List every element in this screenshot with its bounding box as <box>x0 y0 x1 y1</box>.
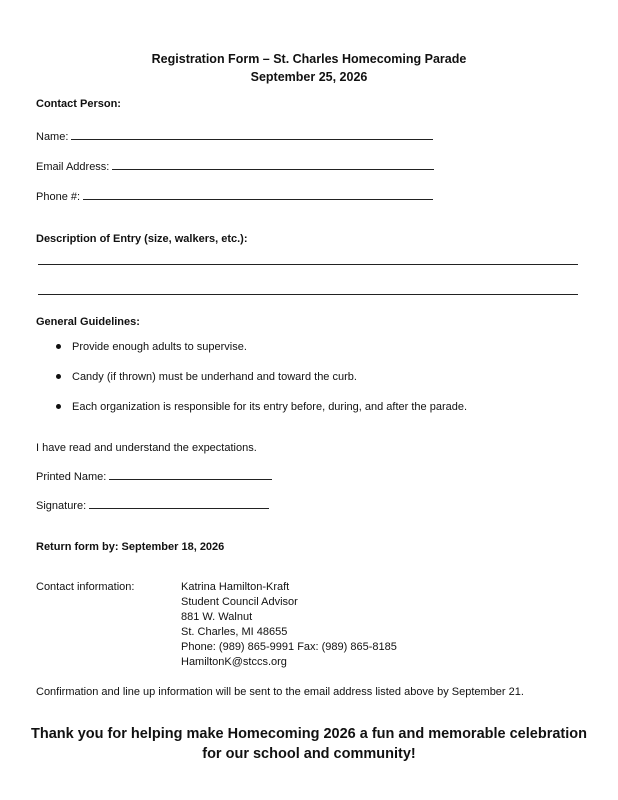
phone-label: Phone #: <box>36 191 81 203</box>
contact-email-link[interactable]: HamiltonK@stccs.org <box>181 656 287 668</box>
bullet-icon <box>56 374 61 379</box>
email-label: Email Address: <box>36 161 110 173</box>
bullet-icon <box>56 404 61 409</box>
form-title: Registration Form – St. Charles Homecoming Parade <box>151 52 467 66</box>
contact-phone-fax: Phone: (989) 865-9991 Fax: (989) 865-8185 <box>181 641 397 653</box>
printed-name-label: Printed Name: <box>36 471 107 483</box>
guideline-item: Each organization is responsible for its entry before, during, and after the parade. <box>72 401 468 413</box>
signature-row <box>36 497 269 513</box>
contact-street: 881 W. Walnut <box>181 611 253 623</box>
parade-date: September 25, 2026 <box>250 70 368 84</box>
contact-title: Student Council Advisor <box>181 596 298 608</box>
guideline-item: Candy (if thrown) must be underhand and toward the curb. <box>72 371 357 383</box>
name-input-line[interactable] <box>71 128 433 140</box>
printed-name-row <box>36 468 272 484</box>
closing-line-1: Thank you for helping make Homecoming 2026 a fun and memorable celebration <box>31 726 587 742</box>
name-label: Name: <box>36 131 69 143</box>
description-heading: Description of Entry (size, walkers, etc.): <box>36 233 248 245</box>
phone-input-line[interactable] <box>83 188 433 200</box>
contact-city: St. Charles, MI 48655 <box>181 626 288 638</box>
signature-input-line[interactable] <box>89 497 269 509</box>
description-line-2[interactable] <box>38 294 578 295</box>
email-field-row <box>36 158 434 174</box>
guidelines-heading: General Guidelines: <box>36 316 140 328</box>
contact-person-heading: Contact Person: <box>36 98 121 110</box>
bullet-icon <box>56 344 61 349</box>
name-field-row <box>36 128 433 144</box>
confirmation-note: Confirmation and line up information will be sent to the email address listed above by September 21. <box>36 686 524 698</box>
email-input-line[interactable] <box>112 158 434 170</box>
acknowledgement-statement: I have read and understand the expectations. <box>36 442 257 454</box>
description-line-1[interactable] <box>38 264 578 265</box>
printed-name-input-line[interactable] <box>109 468 272 480</box>
return-deadline: Return form by: September 18, 2026 <box>36 541 225 553</box>
phone-field-row <box>36 188 433 204</box>
closing-line-2: for our school and community! <box>202 746 416 762</box>
guideline-item: Provide enough adults to supervise. <box>72 341 247 353</box>
signature-label: Signature: <box>36 500 87 512</box>
contact-info-label: Contact information: <box>36 581 135 593</box>
contact-name: Katrina Hamilton-Kraft <box>181 581 290 593</box>
